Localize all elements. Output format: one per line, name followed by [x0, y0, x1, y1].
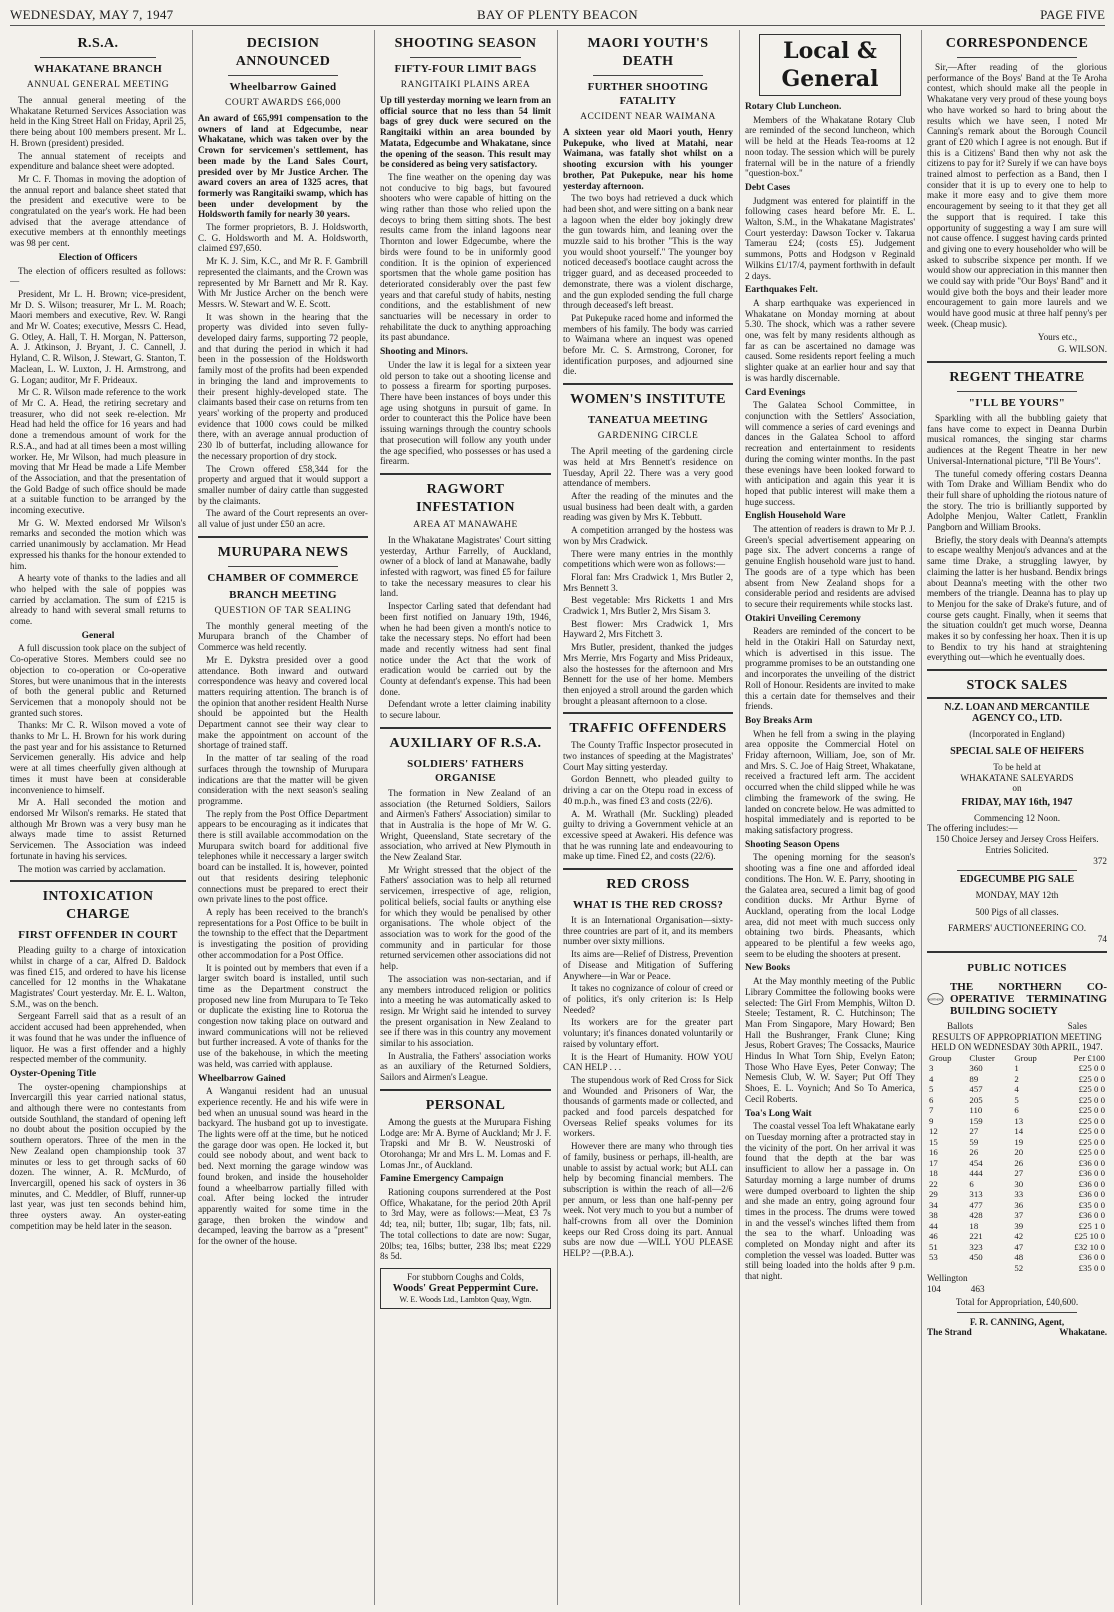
results-cell: 34	[929, 1199, 938, 1210]
results-column-header: Cluster	[969, 1052, 995, 1063]
results-column-header: Group	[1014, 1052, 1037, 1063]
results-row	[927, 1252, 1107, 1263]
article-subheading: FIFTY-FOUR LIMIT BAGS	[394, 63, 537, 75]
paragraph: It is pointed out by members that even if a larger switch board is installed, until such time as the Department construct the proposed new line from Murupara to Te Teko or duplicate the existing line to Rotorua the congestion now taking place on outward and inward communications will not be relieved but further increased. A vote of thanks for the use of the bakehouse, in which the meeting was held, was carried with applause.	[198, 962, 368, 1069]
section-subhead: Famine Emergency Campaign	[380, 1174, 504, 1185]
ad-company: FARMERS' AUCTIONEERING CO.	[947, 923, 1087, 934]
paragraph: The award of the Court represents an over-all value of just under £50 an acre.	[198, 508, 368, 530]
item-title: Boy Breaks Arm	[745, 715, 813, 726]
article-subheading: WHAKATANE BRANCH	[33, 63, 163, 75]
wellington-row	[927, 1273, 1107, 1284]
paragraph: The oyster-opening championships at Invercargill this year carried national status, and although there were no contestants from outside Southland, the standard of opening left no doubt about the position occupied by the southern operators. Three of the men in the New Zealand open championship took 37 minutes or less to get through sacks of 60 dozen. The winner, A. R. McMurdo, of Invercargill, opened his sack of oysters in 36 minutes, and C. Meddler, of Bluff, runner-up last year, was just ten seconds behind him, three oysters away. An oyster-eating competition may be held later in the season.	[10, 1081, 186, 1231]
article-heading: SHOOTING SEASON	[394, 36, 537, 51]
results-cell: 13	[1014, 1115, 1024, 1126]
results-cell: 477	[969, 1199, 983, 1210]
paragraph: The tuneful comedy offering costars Deanna with Tom Drake and William Bendix who do their full share of upholding the riotous nature of the story. The trio is brilliantly supported by Adolphe Menjou, Walter Catlett, Franklin Pangborn and William Brooks.	[927, 468, 1107, 533]
results-cell: 18	[969, 1220, 979, 1231]
results-cell: 444	[969, 1168, 983, 1179]
article-subheading: BRANCH MEETING	[229, 588, 337, 601]
ad-line: MONDAY, MAY 12th	[975, 890, 1059, 900]
society-seal-icon	[927, 984, 944, 1014]
ad-date: FRIDAY, MAY 16th, 1947	[961, 797, 1073, 809]
paragraph: A reply has been received to the branch's representations for a Post Office to be built in the township to the effect that the Department is investigating the position of providing other accommodation for a Post Office.	[198, 907, 368, 960]
results-cell: 51	[929, 1241, 938, 1252]
results-row	[927, 1242, 1107, 1253]
article-heading: WOMEN'S INSTITUTE	[570, 392, 726, 408]
film-title: "I'LL BE YOURS"	[968, 396, 1066, 409]
item-title: Shooting Season Opens	[745, 839, 840, 850]
paragraph: Gordon Bennett, who pleaded guilty to driving a car on the Otepu road in excess of 40 m.p.h., was fined £3 and costs (22/6).	[563, 774, 733, 806]
section-subhead: Election of Officers	[58, 252, 138, 263]
paragraph: Among the guests at the Murupara Fishing Lodge are: Mr A. Byrne of Auckland; Mr J. F. Trapski and Mr B. W. Neustroski of Otorohanga; Mr and Mrs L. M. Lomas and F. Lomas Jnr., of Auckland.	[380, 1116, 551, 1170]
advertisement-woods	[380, 1268, 551, 1309]
results-row	[927, 1105, 1107, 1116]
agent-town: Whakatane.	[1059, 1327, 1107, 1338]
results-cell: £36 0 0	[1078, 1252, 1105, 1263]
building-society-name: THE NORTHERN CO-OPERATIVE TERMINATING BUILDING SOCIETY	[949, 980, 1107, 1017]
item-title: Earthquakes Felt.	[745, 285, 818, 296]
ad-company: N.Z. LOAN AND MERCANTILE AGENCY CO., LTD.	[944, 702, 1090, 724]
paragraph: Pleading guilty to a charge of intoxication whilst in charge of a car, Alfred D. Baldock was fined £15, and ordered to have his license cancelled for 12 months in the Whakatane Magistrates' Court yesterday. Mr. E. L. Walton, S.M., was on the bench.	[10, 945, 186, 1009]
results-row	[927, 1084, 1107, 1095]
paragraph: A sharp earthquake was experienced in Whakatane on Monday morning at about 5.30. The shock, which was a rather severe one, was felt by many residents although as far as can be ascertained no damage was caused. Some residents report feeling a much slighter quake at an earlier hour and say that is was hardly discernable.	[745, 297, 915, 383]
paragraph: Sir,—After reading of the glorious performance of the Boys' Band at the Te Aroha contest, which should make all the people in Whakatane very very proud of these young boys who have worked so hard to bring about the results which we have seen, I noted Mr Canning's remark about the Borough Council grant of £20 which I agree is not enough. But if this is a Citizens' Band then why not ask the citizens to pay for it? Surely if we can have boys trained almost to perfection as a Band, then I consider that it is up to every one to help to make it more easy and to give them more encouragement by seeing to it that they get all the support that is required. I take this opportunity of suggesting a way I am sure will not cause offence. I suggest having cards printed and giving one to every householder who will be asked to subscribe sixpence per month. If we would show our appreciation in this manner then we could say with pride "Our Boys' Band" and it would give both the boys and their leader more encouragement to gain more laurels and we would have good music at three half penny's per week. (Cheap music).	[927, 62, 1107, 329]
ad-line: Entries Solicited.	[985, 844, 1049, 855]
ad-line: WHAKATANE SALEYARDS	[960, 772, 1074, 783]
results-title: RESULTS OF APPROPRIATION MEETING HELD ON WEDNESDAY 30th APRIL, 1947.	[931, 1031, 1103, 1053]
results-cell: £36 0 0	[1078, 1168, 1105, 1179]
results-cell: £36 0 0	[1078, 1189, 1105, 1200]
article-kicker: GARDENING CIRCLE	[597, 431, 699, 442]
results-cell: 3	[929, 1063, 934, 1074]
column-local-general	[745, 30, 915, 1605]
paragraph: The attention of readers is drawn to Mr P. J. Green's special advertisement appearing on page six. The advert concerns a range of genuine English household ware just to hand. The goods are of a type which has been absent from New Zealand shops for a considerable period and residents are advised to secure their requirements while stocks last.	[745, 524, 915, 609]
results-row	[927, 1147, 1107, 1158]
paragraph: Inspector Carling sated that defendant had been first notified on January 19th, 1946, when he had been given a month's notice to take the necessary steps. No effort had been made and recently witness had sent final notice under the Act that the work of eradication would be carried out by the County at defendant's expense. This had been done.	[380, 601, 551, 697]
column-decision	[198, 30, 368, 1605]
paragraph: Members of the Whakatane Rotary Club are reminded of the second luncheon, which will be held at the Heads Tea-rooms at 12 noon today. The session which will be purely fraternal will be in the nature of a friendly "question-box."	[745, 114, 915, 179]
paragraph: Mr Wright stressed that the object of the Fathers' association was to help all returned servicemen, irrespective of age, religion, political beliefs, social faults or anything else for which they would be penalised by other organisations. The whole object of the association was to work for the good of the community and in particular for those returned servicemen other associations did not help.	[380, 864, 551, 972]
results-cell: 33	[1014, 1189, 1024, 1200]
agent-street: The Strand	[927, 1327, 972, 1338]
results-cell: 26	[1014, 1157, 1024, 1168]
results-cell: 48	[1014, 1252, 1024, 1263]
paragraph: A Wanganui resident had an unusual experience recently. He and his wife were in bed when an unusual sound was heard in the backyard. The husband got up to investigate. The lights were off at the time, but he noticed the garage door was open. He locked it, but could see nobody about, and went back to bed. Next morning the garage window was found broken, and inside the householder found a wheelbarrow partially filled with coal. After being locked the intruder apparently waited for some time in the garage, then broken the window and decamped, leaving the barrow as a "present" for the owner of the house.	[198, 1086, 368, 1247]
letter-closing: Yours etc.,	[1037, 331, 1077, 342]
item-title: Card Evenings	[745, 387, 806, 398]
results-cell: 18	[929, 1168, 938, 1179]
results-cell: £25 0 0	[1078, 1126, 1105, 1137]
building-society-header	[927, 981, 1107, 1017]
paragraph: It was shown in the hearing that the property was divided into seven fully-developed dairy farms, supporting 72 people, and that during the period in which it had been in the possession of the Holdsworth family most of the profits had been expended in bringing the land and improvements to their present highly-developed state. The claimants based their case on returns from ten years' working of the property and produced evidence that 1000 cows could be milked there, with an average annual production of 230 lb of butterfat, including allowance for the necessary proportion of dry stock.	[198, 311, 368, 461]
results-cell: 29	[929, 1189, 938, 1200]
item-title: Debt Cases	[745, 182, 791, 193]
paragraph: A competition arranged by the hostess was won by Mrs Cradwick.	[563, 525, 733, 546]
ad-line: For stubborn Coughs and Colds,	[407, 1271, 524, 1282]
article-subheading: FURTHER SHOOTING FATALITY	[587, 81, 709, 107]
paragraph: The fine weather on the opening day was not conducive to big bags, but favoured shooters who were capable of hitting on the wing rather than those who relied upon the decoys to bring them sitting shots. The best results came from the inland lagoons near Thornton and lower Edgecumbe, where the birds were found to be in uniformly good condition. It is the opinion of experienced sportsmen that the whole game position has deteriorated considerably over the past few years and that careful study of habits, nesting conditions, and the establishment of new sanctuaries will be necessary in order to rehabilitate the duck to anything approaching its past abundance.	[380, 171, 551, 343]
results-cell: 360	[969, 1063, 983, 1074]
article-subheading: Wheelbarrow Gained	[229, 81, 337, 93]
results-cell: £36 0 0	[1078, 1210, 1105, 1221]
results-row	[927, 1210, 1107, 1221]
results-cell: 313	[969, 1189, 983, 1200]
results-cell: £32 10 0	[1074, 1241, 1105, 1252]
article-subheading: SOLDIERS' FATHERS ORGANISE	[407, 757, 524, 784]
results-cell: £25 0 0	[1078, 1105, 1105, 1116]
paragraph: The opening morning for the season's shooting was a fine one and afforded ideal conditions. The Hon. W. E. Parry, shooting in the Galatea area, secured a limit bag of good condition ducks. Mr Arthur Byrne of Auckland, operating from the local Lodge area, did not meet with much success only obtaining two birds. Pheasants, which appeared to be plentiful a few weeks ago, seem to be eluding the shooters at present.	[745, 852, 915, 959]
article-kicker: ACCIDENT NEAR WAIMANA	[580, 112, 716, 122]
results-row	[927, 1179, 1107, 1190]
results-cell: £25 10 0	[1074, 1231, 1105, 1242]
paragraph: After the reading of the minutes and the usual business had been dealt with, a garden reading was given by Mrs K. Tebbutt.	[563, 490, 733, 523]
item-title: Otakiri Unveiling Ceremony	[745, 613, 861, 624]
item-title: Rotary Club Luncheon.	[745, 102, 842, 112]
ad-ref: 372	[1093, 855, 1107, 866]
results-cell: £25 0 0	[1078, 1073, 1105, 1084]
article-heading: TRAFFIC OFFENDERS	[569, 721, 727, 737]
paragraph: Defendant wrote a letter claiming inability to secure labour.	[380, 699, 551, 721]
results-cell: 110	[969, 1105, 983, 1116]
stock-sale-advertisement	[927, 703, 1107, 945]
results-row	[927, 1200, 1107, 1211]
paragraph: The County Traffic Inspector prosecuted in two instances of speeding at the Magistrates' Court May sitting yesterday.	[563, 740, 733, 772]
paragraph: The monthly general meeting of the Murupara branch of the Chamber of Commerce was held recently.	[198, 620, 368, 653]
column-correspondence	[927, 30, 1107, 1605]
paragraph: Best vegetable: Mrs Ricketts 1 and Mrs Cradwick 1, Mrs Butler 2, Mrs Sisam 3.	[563, 595, 733, 617]
results-cell: £25 1 0	[1078, 1220, 1105, 1231]
paragraph: The motion was carried by acclamation.	[18, 863, 166, 874]
paragraph: Its aims are—Relief of Distress, Prevention of Disease and Mitigation of Suffering Anywhere—in War or Peace.	[563, 949, 733, 981]
results-cell: 30	[1014, 1178, 1024, 1189]
ad-line: 500 Pigs of all classes.	[975, 906, 1059, 917]
seal-text: NORTHERN	[928, 998, 943, 1002]
ad-line: Commencing 12 Noon.	[974, 812, 1060, 823]
page-number: PAGE FIVE	[1040, 7, 1105, 22]
results-cell: £25 0 0	[1078, 1084, 1105, 1095]
article-heading: CORRESPONDENCE	[945, 36, 1089, 51]
paragraph: It is an International Organisation—sixty-three countries are part of it, and its members number over sixty millions.	[563, 915, 733, 947]
paragraph: The Crown offered £58,344 for the property and argued that it would support a smaller number of dairy cattle than suggested by the claimants.	[198, 463, 368, 506]
results-cell: 36	[1014, 1199, 1024, 1210]
paragraph: Its workers are for the greater part voluntary; it's finances donated voluntarily or raised by voluntary effort.	[563, 1017, 733, 1049]
article-heading: DECISION ANNOUNCED	[235, 36, 331, 69]
paragraph: Sparkling with all the bubbling gaiety that fans have come to expect in Deanna Durbin musical romances, the singing star charms audiences at the Regent Theatre in her new Universal-International picture, "I'll Be Yours".	[927, 412, 1107, 466]
paragraph: Thanks: Mr C. R. Wilson moved a vote of thanks to Mr L. H. Brown for his work during the past year and for his assistance to Returned Servicemen generally. His advice and help were at all times cheerfully given although at times it must have been at considerable inconvenience to himself.	[10, 720, 186, 795]
results-cell: 52	[1014, 1262, 1024, 1273]
results-cell: £25 0 0	[1078, 1115, 1105, 1126]
results-row	[927, 1126, 1107, 1137]
paragraph: Mr C. F. Thomas in moving the adoption of the annual report and balance sheet stated that the president and executive were to be congratulated on the year's work. He had been advised that the average attendance of executive members at th ennonthly meetings was 98 per cent.	[10, 173, 186, 249]
results-cell: 6	[1014, 1105, 1019, 1116]
results-cell	[927, 1263, 967, 1274]
appropriation-total: Total for Appropriation, £40,600.	[955, 1296, 1079, 1307]
results-row	[927, 1158, 1107, 1169]
article-kicker: RANGITAIKI PLAINS AREA	[400, 80, 531, 90]
results-row	[927, 1095, 1107, 1106]
paragraph: When he fell from a swing in the playing area opposite the Commercial Hotel on Friday afternoon, William, Joe, son of Mr. and Mrs. S. C. Joe of Haig Street, Whakatane, received a fractured left arm. The accident occurred when the child slipped while he was climbing the framework of the swing. He landed on concrete below. He was admitted to hospital immediately and is reported to be making satisfactory progress.	[745, 728, 915, 835]
results-cell: 19	[1014, 1136, 1024, 1147]
paragraph: It takes no cognizance of colour of creed or of politics, it's only criterion is: Is Help Needed?	[563, 983, 733, 1015]
column-shooting	[380, 30, 551, 1605]
article-subheading: FIRST OFFENDER IN COURT	[18, 929, 178, 942]
ad-line: on	[1012, 783, 1022, 794]
paragraph: The Galatea School Committee, in conjunction with the Settlers' Association, will commence a series of card evenings and dances in the Galatea School to afford recreation and entertainment to residents during the coming winter months. In the past these evenings have been looked forward to with anticipation and again this year it is hoped that public interest will make them a huge success.	[745, 400, 915, 507]
results-cell: 53	[929, 1252, 938, 1263]
results-cell: 323	[969, 1241, 983, 1252]
article-heading: PUBLIC NOTICES	[967, 961, 1067, 974]
paragraph: It is the Heart of Humanity. HOW YOU CAN HELP . . .	[563, 1051, 733, 1073]
results-cell: 205	[969, 1094, 983, 1105]
paragraph: However there are many who through ties of family, business or perhaps, ill-health, are unable to assist by actual work; but ALL can help by becoming financial members. The subscription is within the reach of all—2/6 per annum, or less than one half-penny per week. Not very much to you but a number of half-crowns from all over the Dominion keeps our Red Cross doing its part. Annual subs are now due —WILL YOU PLEASE HELP? —(P.B.A.).	[563, 1141, 733, 1259]
item-title: English Household Ware	[745, 511, 846, 522]
results-column-header: Per £100	[1073, 1052, 1105, 1063]
results-cell: 428	[969, 1210, 983, 1221]
article-kicker: QUESTION OF TAR SEALING	[214, 605, 352, 616]
section-subhead: General	[81, 630, 115, 641]
section-subhead: Shooting and Minors.	[380, 347, 468, 358]
results-cell: 457	[969, 1084, 983, 1095]
lead-paragraph: An award of £65,991 compensation to the owners of land at Edgecumbe, near Whakatane, which was taken over by the Crown for servicemen's settlement, has been made by the Land Sales Court, presided over by Mr Justice Archer. The award covers an area of 1325 acres, that formerly was Rangitaiki swamp, which has been under development by the Holdsworth family for nearly 30 years.	[198, 113, 368, 220]
section-subhead: Oyster-Opening Title	[10, 1068, 97, 1079]
paragraph: The former proprietors, B. J. Holdsworth, C. G. Holdsworth and M. A. Holdsworth, claimed £97,650.	[198, 222, 368, 254]
results-cell: 4	[929, 1073, 934, 1084]
results-cell: 6	[929, 1094, 934, 1105]
results-cell: 2	[1014, 1073, 1019, 1084]
results-cell: 450	[969, 1252, 983, 1263]
paragraph: Mrs Butler, president, thanked the judges Mrs Merrie, Mrs Fogarty and Miss Prideaux, also the hostesses for the afternoon and Mrs Bennett for the use of her home. Members then enjoyed a stroll around the garden which brought a pleasant afternoon to a close.	[563, 642, 733, 706]
results-cell: £35 0 0	[1078, 1199, 1105, 1210]
paragraph: A. M. Wrathall (Mr. Suckling) pleaded guilty to driving a Government vehicle at an excessive speed at Awakeri. His defence was that he was running late and endeavouring to make up time. Fined £2, and costs (22/6).	[563, 808, 733, 862]
results-column-header: Group	[929, 1052, 952, 1063]
lead-paragraph: Up till yesterday morning we learn from an official source that no less than 54 limit bags of grey duck were secured on the Rangitaiki within an area bounded by Matata, Edgecumbe and Whakatane, since the opening of the season. This result may be considered as being very satisfactory.	[380, 95, 551, 170]
item-title: New Books	[745, 963, 791, 974]
ad-line: 150 Choice Jersey and Jersey Cross Heifers.	[935, 834, 1099, 845]
paragraph: Judgment was entered for plaintiff in the following cases heard before Mr. E. L. Walton, S.M., in the Whakatane Magistrates' Court yesterday: Dawson Tocker v. Takarua Tamerau £24; (costs £5). Judgement summons, Potts and Hodgson v Reginald Wilkins £1/17/4, payment forthwith in default 2 days.	[745, 195, 915, 281]
ad-line: W. E. Woods Ltd., Lambton Quay, Wgtn.	[399, 1294, 532, 1304]
results-cell: 27	[1014, 1168, 1024, 1179]
paragraph: The annual general meeting of the Whakatane Returned Services Association was held in the King Street Hall on Friday, April 25, there being about 100 members present. Mr L. H. Brown (president) presided.	[10, 95, 186, 148]
paragraph: In the matter of tar sealing of the road surfaces through the township of Murupara indications are that the matter will be given consideration with the next season's sealing programme.	[198, 753, 368, 806]
article-kicker: AREA AT MANAWAHE	[413, 519, 518, 530]
wellington-value: 104	[927, 1284, 941, 1295]
results-cell: 15	[929, 1136, 938, 1147]
paragraph: Mr A. Hall seconded the motion and endorsed Mr Wilson's remarks. He stated that although Mr Brown was a very busy man he always made time to assist Returned Servicemen. The Association was indeed fortunate in having his services.	[10, 797, 186, 861]
ad-line: (Incorporated in England)	[969, 728, 1065, 739]
article-heading: REGENT THEATRE	[949, 369, 1085, 385]
results-cell: 89	[969, 1073, 979, 1084]
paragraph: Best flower: Mrs Cradwick 1, Mrs Hayward 2, Mrs Fitchett 3.	[563, 618, 733, 640]
paragraph: The stupendous work of Red Cross for Sick and Wounded and Prisoners of War, the thousands of garments made or collected, and packed and food parcels despatched for Overseas Relief speaks volumes for its workers.	[563, 1074, 733, 1139]
results-cell: 4	[1014, 1084, 1019, 1095]
sales-label: Sales	[1067, 1020, 1087, 1031]
item-title: Toa's Long Wait	[745, 1108, 812, 1119]
ad-line: To be held at	[993, 761, 1041, 772]
section-masthead: Local & General	[759, 34, 901, 96]
article-heading: R.S.A.	[77, 36, 119, 51]
paragraph: The annual statement of receipts and expenditure and balance sheet were adopted.	[10, 150, 186, 172]
lead-paragraph: A sixteen year old Maori youth, Henry Pukepuke, who lived at Matahi, near Waimana, was fatally shot whilst on a shooting excursion with his younger brother, Pat Pukepuke, near his home yesterday afternoon.	[563, 127, 733, 191]
results-cell: £35 0 0	[1078, 1262, 1105, 1273]
results-row	[927, 1074, 1107, 1085]
column-rule	[739, 30, 740, 1605]
results-cell: 42	[1014, 1231, 1024, 1242]
results-cell: £36 0 0	[1078, 1178, 1105, 1189]
paragraph: The two boys had retrieved a duck which had been shot, and were sitting on a bank near a lagoon when the elder boy jokingly drew the gun towards him, and leaning over the muzzle said to his brother "This is the way you would shoot yourself." The younger boy noticed deceased's bootlace caught across the trigger guard, and as deceased proceeded to demonstrate, there was a violent discharge, and the gun exploded sending the full charge through deceased's left breast.	[563, 193, 733, 311]
letter-signature: G. WILSON.	[1057, 344, 1107, 355]
article-heading: RAGWORT INFESTATION	[416, 481, 515, 515]
article-heading: PERSONAL	[425, 1097, 506, 1113]
results-cell	[967, 1263, 1012, 1274]
agent-name: F. R. CANNING, Agent,	[969, 1316, 1065, 1327]
article-heading: INTOXICATION CHARGE	[42, 889, 154, 923]
paragraph: The reply from the Post Office Department appears to be encouraging as it indicates that there is still available accommodation on the Murupara switch board for additional five telephones while it neccessary a larger switch board can be installed. It is, however, pointed out that residents desiring telephonic connections must be prepared to erect their own private lines to the post office.	[198, 808, 368, 905]
paragraph: Floral fan: Mrs Cradwick 1, Mrs Butler 2, Mrs Bennett 3.	[563, 571, 733, 593]
results-row	[927, 1063, 1107, 1074]
paragraph: Under the law it is legal for a sixteen year old person to take out a shooting license and to possess a firearm for sporting purposes. There have been instances of boys under this age using shotguns in pursuit of game. In order to counteract this the Police have been issuing warnings through the country schools that prosecution will follow any youth under the age specified, who possesses or has used a firearm.	[380, 359, 551, 467]
results-cell: 159	[969, 1115, 983, 1126]
newspaper-name: BAY OF PLENTY BEACON	[477, 7, 638, 22]
article-heading: STOCK SALES	[966, 678, 1068, 694]
paragraph: Mr E. Dykstra presided over a good attendance. Both inward and outward correspondence was heavy and covered local matters requiring attention. The branch is of the opinion that another resident Health Nurse should be appointed but the Health Department cannot see their way clear to make the appointment on account of the shortage of trained staff.	[198, 654, 368, 751]
results-row	[927, 1263, 1107, 1274]
paragraph: President, Mr L. H. Brown; vice-president, Mr D. S. Wilson; treasurer, Mr L. M. Roach; Maori members and executive, Rev. W. Rangi and Mr W. Coates; executive, Messrs C. Head, G. Otley, A. Hall, T. H. Morgan, N. Patterson, A. J. Atkinson, J. Bryant, J. C. Cannell, J. Hyland, C. R. Wilson, J. Stewart, G. Stanton, T. Maclean, L. W. Luxton, J. H. Armstrong, and G. Logan; auditor, Mr F. Prideaux.	[10, 288, 186, 385]
article-heading: MAORI YOUTH'S DEATH	[587, 36, 709, 69]
column-rule	[192, 30, 193, 1605]
results-cell: 454	[969, 1157, 983, 1168]
issue-date: WEDNESDAY, MAY 7, 1947	[10, 7, 174, 22]
paragraph: Rationing coupons surrendered at the Post Office, Whakatane, for the period 20th April to 3rd May, were as follows:—Meat, £3 7s 4d; tea, nil; butter, 1lb; sugar, 1lb; fats, nil. The total collections to date are now: Sugar, 20lbs; tea, 16lbs; butter, 238 lbs; meat £229 8s 5d.	[380, 1187, 551, 1262]
results-cell: 221	[969, 1231, 983, 1242]
results-cell: 5	[1014, 1094, 1019, 1105]
article-heading: RED CROSS	[606, 877, 690, 893]
ad-ref: 74	[1097, 934, 1107, 945]
results-cell: 9	[929, 1115, 934, 1126]
results-row	[927, 1189, 1107, 1200]
column-rule	[374, 30, 375, 1605]
paragraph: The election of officers resulted as follows:—	[10, 265, 186, 287]
wellington-label: Wellington	[927, 1273, 968, 1284]
results-cell: 38	[929, 1210, 938, 1221]
results-row	[927, 1168, 1107, 1179]
column-maori-youth	[563, 30, 733, 1605]
paragraph: Mr C. R. Wilson made reference to the work of Mr C. A. Head, the retiring secretary and treasurer, who did not seek re-election. Mr Head had held the office for 16 years and had done a tremendous amount of work for the R.S.A., and had at all times been a most willing worker. He, Mr Wilson, had much pleasure in moving that Mr Head be made a Life Member of the Association, and that the presentation of the Gold Badge of such office should be made at a suitable function to be arranged by the incoming executive.	[10, 387, 186, 516]
results-cell: 46	[929, 1231, 938, 1242]
results-cell: 27	[969, 1126, 979, 1137]
results-cell: £25 0 0	[1078, 1094, 1105, 1105]
column-rule	[921, 30, 922, 1605]
paragraph: In Australia, the Fathers' association works as an auxiliary of the Returned Soldiers, Sailors and Airmen's League.	[380, 1050, 551, 1083]
results-row	[927, 1221, 1107, 1232]
results-cell: 6	[969, 1178, 974, 1189]
results-cell: 39	[1014, 1220, 1024, 1231]
article-heading: MURUPARA NEWS	[217, 544, 349, 560]
paragraph: A hearty vote of thanks to the ladies and all who helped with the sale of poppies was carried by acclamation. The sum of £215 is already to hand with several small returns to come.	[10, 573, 186, 627]
article-subheading: CHAMBER OF COMMERCE	[207, 571, 359, 584]
ad-title: SPECIAL SALE OF HEIFERS	[950, 746, 1084, 758]
paragraph: There were many entries in the monthly competitions which were won as follows:—	[563, 548, 733, 570]
paragraph: The association was non-sectarian, and if any members introduced religion or politics into a meeting he was automatically asked to resign. Mr Wright said he intended to survey the present organisation in New Zealand to see if there was in this country any movement similar to his association.	[380, 973, 551, 1049]
column-rsa	[10, 30, 186, 1605]
results-cell: 17	[929, 1157, 938, 1168]
paragraph: The coastal vessel Toa left Whakatane early on Tuesday morning after a protracted stay in the vicinity of the port. On her arrival it was found that the depth at the bar was insufficient to allow her a passage in. On Saturday morning a large number of drums were dumped overboard to lighten the ship and she made an entry, going aground four times in the process. The drums were towed in and the vessel's winches lifted them from the sea to the wharf. Unloading was completed on Monday night and after its completion the vessel was loaded. Butter was still being loaded into the holds after 9 p.m. that night.	[745, 1121, 915, 1282]
wellington-value: 463	[970, 1284, 985, 1295]
paragraph: The April meeting of the gardening circle was held at Mrs Bennett's residence on Tuesday, April 22. There was a very good attendance of members.	[563, 446, 733, 489]
paragraph: Readers are reminded of the concert to be held in the Otakiri Hall on Saturday next, which is advertised in this issue. The programme promises to be an outstanding one and incorporates the unveiling of the district Roll of Honour. Residents are invited to make this a certain date for themselves and their friends.	[745, 626, 915, 712]
results-cell: 7	[929, 1105, 934, 1116]
paragraph: Pat Pukepuke raced home and informed the members of his family. The body was carried to Waimana where an inquest was opened before Mr. C. S. Armstrong, Coroner, for identification purposes, and adjourned sine die.	[563, 312, 733, 377]
results-cell: 47	[1014, 1241, 1024, 1252]
paragraph: Mr K. J. Sim, K.C., and Mr R. F. Gambrill represented the claimants, and the Crown was represented by Mr Barnett and Mr R. Kay. With Mr Justice Archer on the bench were Messrs. W. Stewart and W. E. Scott.	[198, 256, 368, 309]
paragraph: Mr G. W. Mexted endorsed Mr Wilson's remarks and seconded the motion which was carried unanimously by acclamation. Mr Head expressed his thanks for the honour extended to him.	[10, 517, 186, 571]
article-kicker: ANNUAL GENERAL MEETING	[26, 80, 170, 90]
results-row	[927, 1116, 1107, 1127]
ad-title: EDGECUMBE PIG SALE	[959, 874, 1075, 886]
ad-line: The offering includes:—	[927, 823, 1018, 834]
ad-product: Woods' Great Peppermint Cure.	[392, 1282, 539, 1294]
paragraph: Sergeant Farrell said that as a result of an accident accused had been apprehended, when it was found that he was under the influence of liquor. He was a first offender and a highly respected member of the community.	[10, 1011, 186, 1065]
column-rule	[557, 30, 558, 1605]
results-cell: 12	[929, 1126, 938, 1137]
results-cell: 44	[929, 1220, 938, 1231]
results-cell: 1	[1014, 1063, 1019, 1074]
article-subheading: WHAT IS THE RED CROSS?	[572, 899, 724, 912]
results-cell: 14	[1014, 1126, 1024, 1137]
results-cell: 22	[929, 1178, 938, 1189]
results-cell: £36 0 0	[1078, 1157, 1105, 1168]
ballots-label: Ballots	[947, 1020, 974, 1031]
results-row	[927, 1231, 1107, 1242]
results-cell: 59	[969, 1136, 979, 1147]
results-cell: £25 0 0	[1078, 1136, 1105, 1147]
paragraph: The formation in New Zealand of an association (the Returned Soldiers, Sailors and Airmen's Fathers' Association) similar to that in Australia is the hope of Mr W. G. Wright, Queensland, State secretary of the association, who arrived at New Plymouth in the New Zealand Star.	[380, 787, 551, 863]
results-table	[927, 1053, 1107, 1274]
paragraph: Briefly, the story deals with Deanna's attempts to escape wealthy Menjou's advances and at the same time Drake, a struggling lawyer, by claiming the latter is her husband. Bendix brings about Deanna's meeting with the other two members of the triangle. Deanna has to play up to Menjou for the sake of Drake's future, and of course gets caught. Finally, when it seems that the situation couldn't get much worse, Deanna makes it so by confessing her hoax. Then it is up to Bendix to try his hand at straightening everything out—which he eventually does.	[927, 534, 1107, 663]
paragraph: At the May monthly meeting of the Public Library Committee the following books were selected: The Girl From Memphis, Wilton D. Steele; Testament, R. C. Hutchinson; The Man From Singapore, Mary Howard; Ben Hall the Bushranger, Frank Clune; King Jesus, Robert Graves; The Cossacks, Maurice Hindus In What Torn Ship, Evelyn Eaton; Those Who Have Eyes, Peter Conway; The Nemesis Club, W. W. Sayer; Put Off They Shoes, E. L. Voynich; And So To America, Cecil Roberts.	[745, 976, 915, 1104]
results-row	[927, 1137, 1107, 1148]
page-header	[10, 5, 1105, 26]
results-cell: 5	[929, 1084, 934, 1095]
results-cell: £25 0 0	[1078, 1063, 1105, 1074]
results-cell: 37	[1014, 1210, 1024, 1221]
results-cell: 26	[969, 1147, 979, 1158]
paragraph: A full discussion took place on the subject of Co-operative Stores. Members could see no objection to co-operation or Co-operative Stores, but were unanimous that in the interests of both the general public and Returned Servicemen that a monopoly should not be granted such stores.	[10, 643, 186, 718]
section-subhead: Wheelbarrow Gained	[198, 1073, 286, 1084]
article-heading: AUXILIARY OF R.S.A.	[389, 735, 542, 751]
article-subheading: TANEATUA MEETING	[587, 414, 709, 427]
results-cell: 16	[929, 1147, 938, 1158]
results-cell: 20	[1014, 1147, 1024, 1158]
results-cell: £25 0 0	[1078, 1147, 1105, 1158]
article-kicker: COURT AWARDS £66,000	[225, 98, 341, 108]
paragraph: In the Whakatane Magistrates' Court sitting yesterday, Arthur Farrelly, of Auckland, owner of a block of land at Manawahe, badly infested with ragwort, was fined £5 for failure to take the necessary measures to clear his land.	[380, 534, 551, 599]
